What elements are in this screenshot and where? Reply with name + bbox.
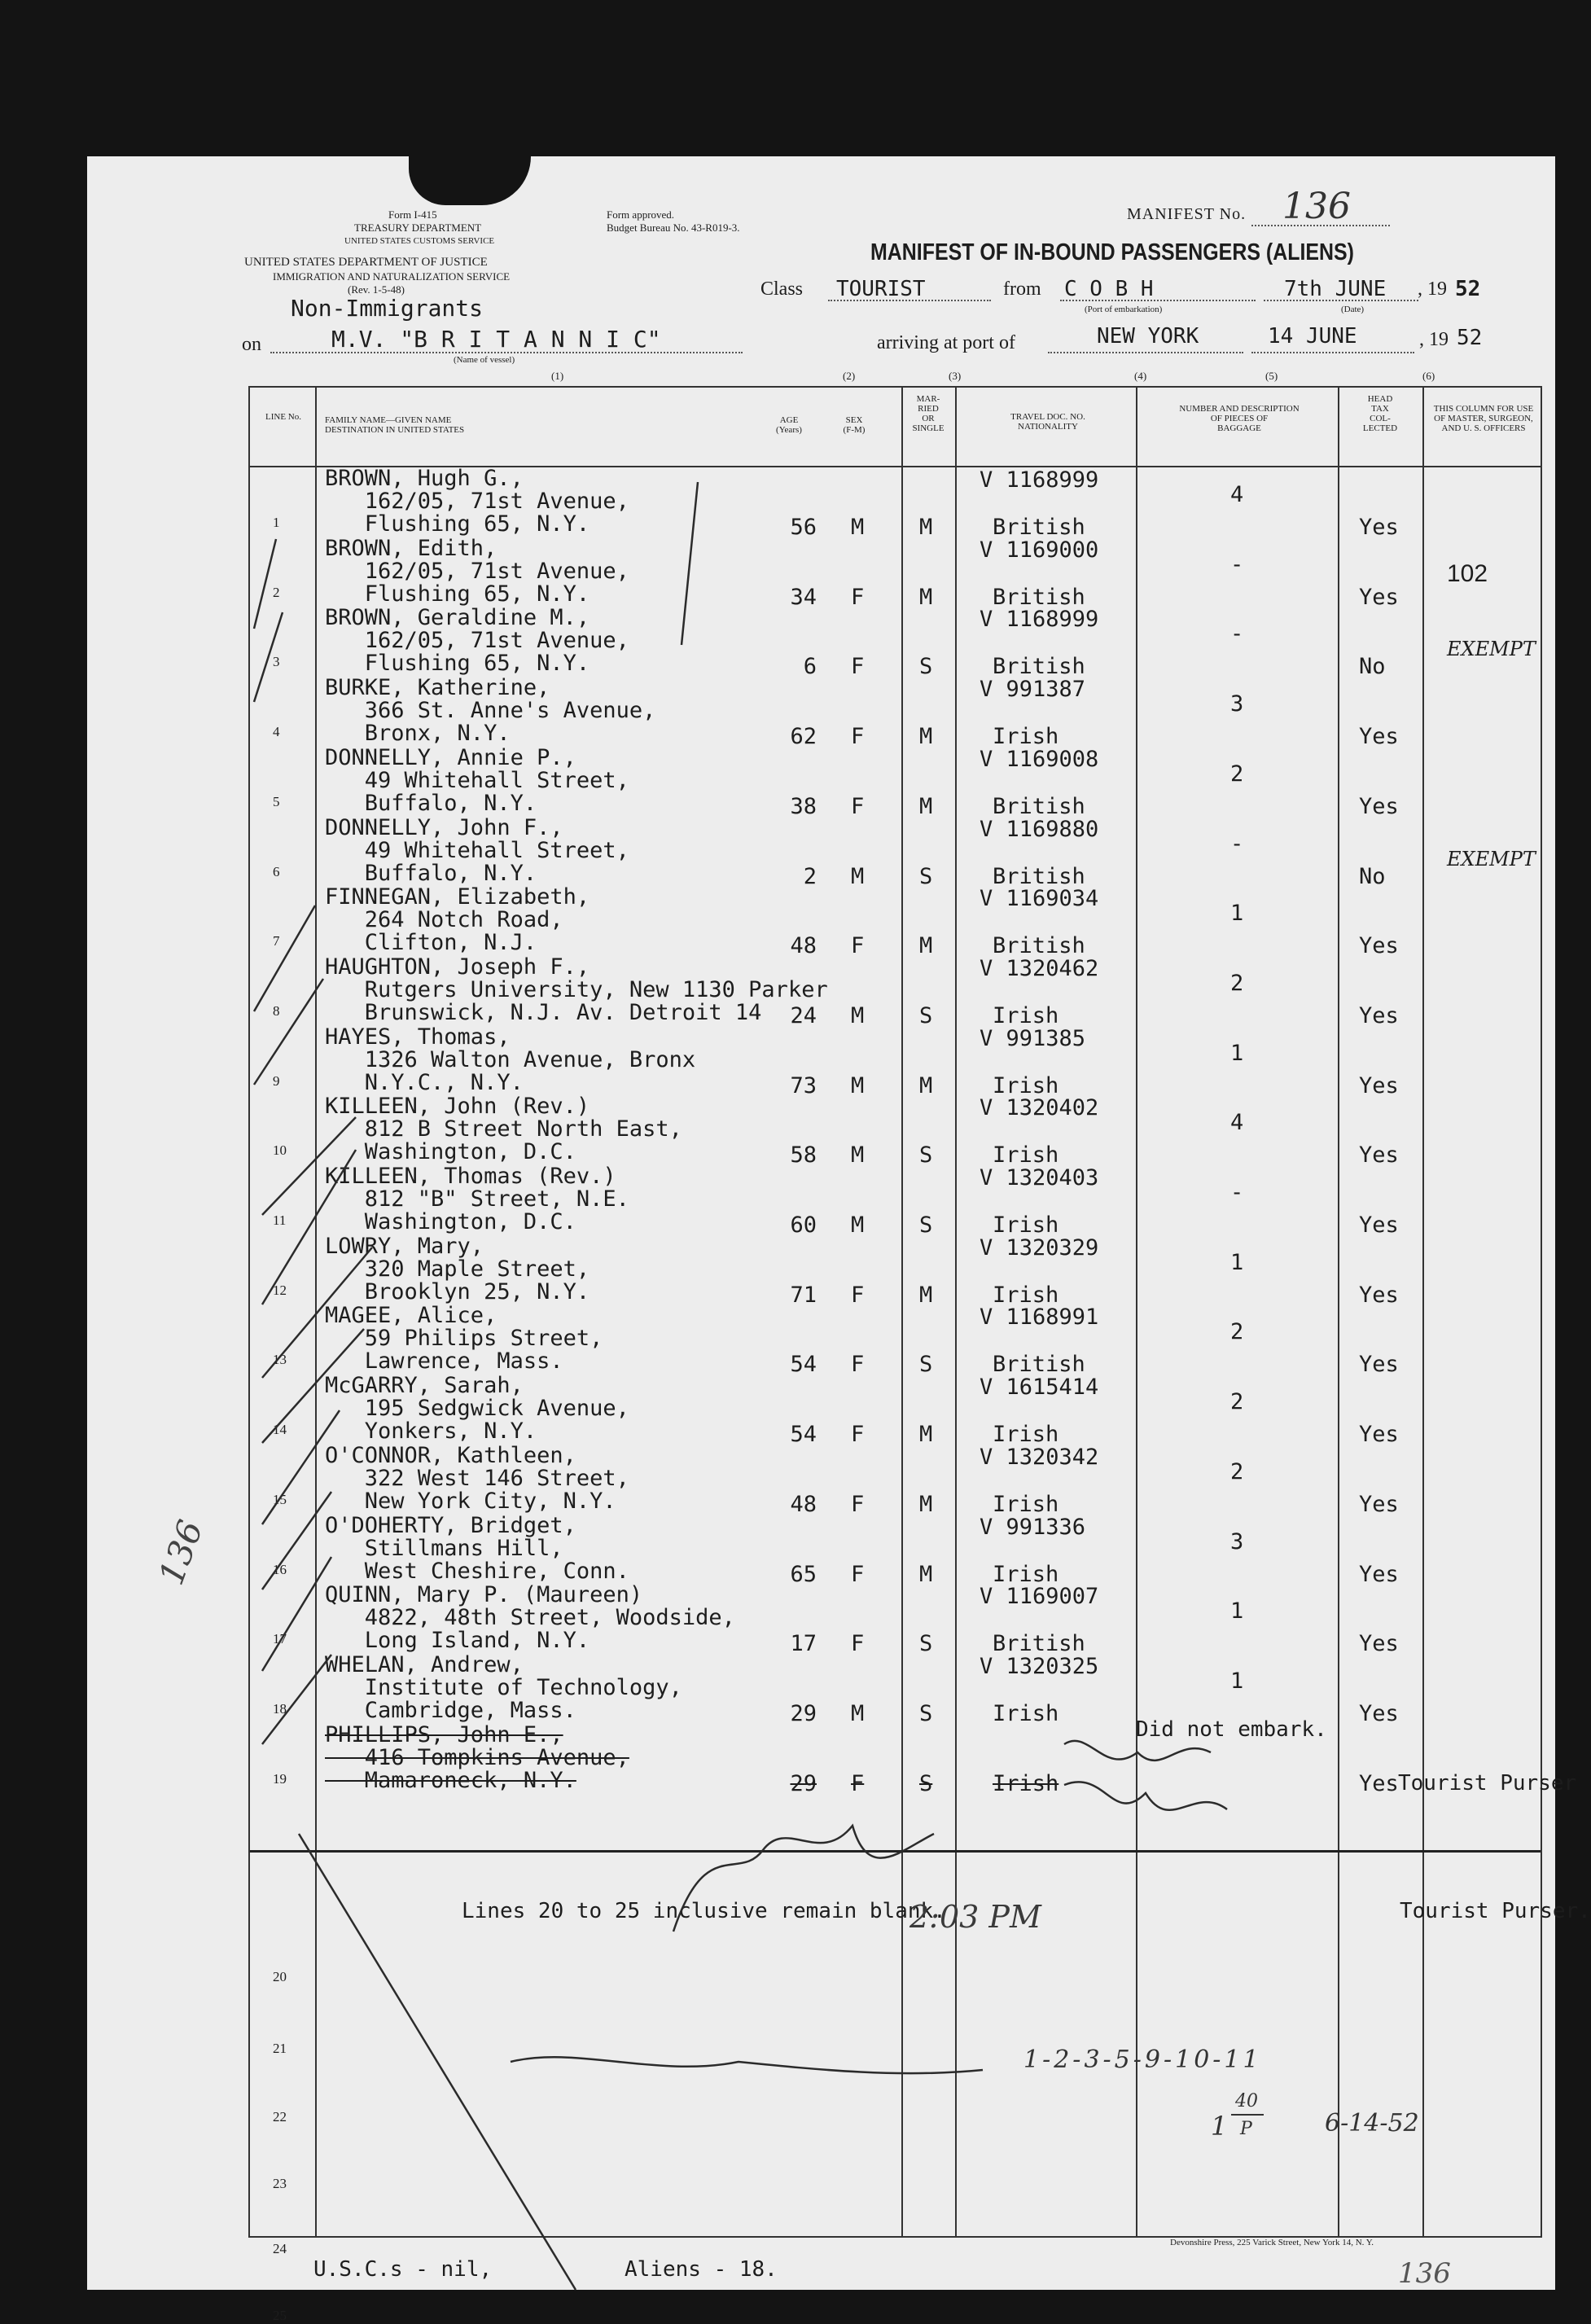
line-number: 3: [273, 654, 280, 670]
sex: M: [851, 1142, 865, 1169]
travel-doc-no: V 1320402: [980, 1095, 1099, 1121]
table-row: [250, 1442, 1541, 1517]
purser-signature-label-2: Tourist Purser.: [1400, 1899, 1591, 1923]
travel-doc-no: V 1169007: [980, 1584, 1099, 1610]
passenger-name-address: LOWRY, Mary, 320 Maple Street, Brooklyn 25, N.Y.: [325, 1233, 590, 1305]
marital-status: S: [919, 1212, 933, 1238]
class-label: Class: [760, 278, 804, 300]
passenger-name-address: KILLEEN, John (Rev.) 812 B Street North East, Washington, D.C.: [325, 1094, 682, 1165]
line-number: 6: [273, 863, 280, 879]
col-num-1: (1): [551, 370, 564, 382]
table-row: [250, 954, 1541, 1028]
col-num-4: (4): [1134, 370, 1147, 382]
handwritten-fraction-whole: 1: [1211, 2111, 1228, 2142]
officer-notes: Tourist Purser: [1398, 1770, 1577, 1796]
head-tax: Yes: [1359, 1002, 1399, 1028]
travel-doc-no: V 991336: [980, 1514, 1086, 1540]
baggage-count: 1: [1230, 1598, 1244, 1625]
on-label: on: [242, 334, 261, 355]
date-underline: [1264, 300, 1418, 301]
passenger-name-address: FINNEGAN, Elizabeth, 264 Notch Road, Clifton, N.J.: [325, 884, 590, 956]
passenger-name-address: BROWN, Hugh G., 162/05, 71st Avenue, Flushing 65, N.Y.: [325, 466, 629, 537]
table-row: [250, 1024, 1541, 1098]
line-number: 14: [273, 1422, 287, 1438]
table-row: [250, 675, 1541, 750]
sex: F: [851, 724, 865, 750]
age: 65: [790, 1561, 817, 1587]
baggage-count: Did not embark.: [1136, 1717, 1327, 1742]
table-row: [250, 1094, 1541, 1169]
col-num-6: (6): [1422, 370, 1435, 382]
sex: M: [851, 1002, 865, 1028]
from-label: from: [1003, 278, 1041, 300]
arriving-label: arriving at port of: [877, 332, 1015, 353]
travel-doc-no: V 991385: [980, 1025, 1086, 1051]
handwritten-date: 6-14-52: [1325, 2109, 1419, 2138]
col-num-2: (2): [843, 370, 856, 382]
head-tax: Yes: [1359, 1142, 1399, 1169]
age: 29: [790, 1770, 817, 1796]
travel-doc-no: V 1169034: [980, 886, 1099, 912]
nationality: Irish: [993, 1072, 1059, 1098]
passenger-name-address: McGARRY, Sarah, 195 Sedgwick Avenue, Yonkers, N.Y.: [325, 1373, 629, 1445]
marital-status: S: [919, 1631, 933, 1657]
head-tax: Yes: [1359, 1700, 1399, 1726]
sex: F: [851, 1770, 865, 1796]
table-row: [250, 1582, 1541, 1657]
handwritten-fraction-bottom: P: [1240, 2119, 1252, 2139]
travel-doc-no: V 1168991: [980, 1305, 1099, 1331]
marital-status: M: [919, 933, 933, 959]
line-number: 13: [273, 1352, 287, 1368]
nationality: Irish: [993, 1002, 1059, 1028]
head-tax: Yes: [1359, 1282, 1399, 1308]
marital-status: M: [919, 724, 933, 750]
table-row: [250, 535, 1541, 610]
table-row: [250, 1303, 1541, 1378]
passenger-name-address: KILLEEN, Thomas (Rev.) 812 "B" Street, N.E. Washington, D.C.: [325, 1164, 629, 1234]
travel-doc-no: V 991387: [980, 677, 1086, 703]
marital-status: M: [919, 1491, 933, 1517]
line-number: 9: [273, 1072, 280, 1089]
marital-status: S: [919, 1700, 933, 1726]
table-row: [250, 744, 1541, 819]
year2-prefix: , 19: [1419, 329, 1449, 350]
line-number: 8: [273, 1002, 280, 1019]
sex: F: [851, 793, 865, 819]
vessel-caption: (Name of vessel): [454, 355, 515, 365]
date-caption: (Date): [1341, 305, 1365, 314]
head-tax: Yes: [1359, 724, 1399, 750]
line-number: 5: [273, 793, 280, 809]
age: 60: [790, 1212, 817, 1238]
vessel-underline: [270, 352, 743, 353]
footer-uscs: U.S.C.s - nil,: [313, 2257, 493, 2282]
passenger-name-address: DONNELLY, Annie P., 49 Whitehall Street, Buffalo, N.Y.: [325, 744, 629, 816]
col-officers-header: THIS COLUMN FOR USE OF MASTER, SURGEON, AND U. S. OFFICERS: [1433, 404, 1534, 433]
age: 48: [790, 1491, 817, 1517]
passenger-name-address: MAGEE, Alice, 59 Philips Street, Lawrence, Mass.: [325, 1303, 603, 1375]
handwritten-time: 2:03 PM: [909, 1899, 1041, 1935]
officer-notes: EXEMPT: [1447, 638, 1536, 661]
line-number: 15: [273, 1491, 287, 1507]
marital-status: M: [919, 584, 933, 610]
age: 62: [790, 724, 817, 750]
nationality: Irish: [993, 1422, 1059, 1448]
table-row: [250, 605, 1541, 680]
age: 34: [790, 584, 817, 610]
sex: F: [851, 654, 865, 680]
head-tax: Yes: [1359, 1422, 1399, 1448]
age: 54: [790, 1352, 817, 1378]
marital-status: S: [919, 1142, 933, 1169]
line-number: 20: [273, 1969, 287, 1984]
col-sex-header: SEX (F-M): [843, 415, 866, 435]
table-row: [250, 466, 1541, 540]
travel-doc-no: V 1615414: [980, 1375, 1099, 1401]
passenger-name-address: O'CONNOR, Kathleen, 322 West 146 Street, New York City, N.Y.: [325, 1442, 629, 1514]
line-number: 25: [273, 2308, 287, 2323]
table-row: [250, 1164, 1541, 1238]
line-number: 17: [273, 1631, 287, 1647]
head-tax: Yes: [1359, 1631, 1399, 1657]
marital-status: S: [919, 863, 933, 889]
col-num-5: (5): [1265, 370, 1278, 382]
marital-status: S: [919, 1770, 933, 1796]
printer-credit: Devonshire Press, 225 Varick Street, New York 14, N. Y.: [1170, 2238, 1374, 2247]
arriving-date-underline: [1251, 352, 1414, 353]
col-age-header: AGE (Years): [776, 415, 802, 435]
baggage-count: 2: [1230, 761, 1244, 787]
class-underline: [828, 300, 991, 301]
sex: F: [851, 1561, 865, 1587]
sex: M: [851, 1212, 865, 1238]
nationality: Irish: [993, 1142, 1059, 1169]
baggage-count: 3: [1230, 1528, 1244, 1554]
sex: F: [851, 1491, 865, 1517]
from-underline: [1060, 300, 1256, 301]
age: 29: [790, 1700, 817, 1726]
head-tax: Yes: [1359, 1352, 1399, 1378]
treasury-label: TREASURY DEPARTMENT: [354, 221, 482, 234]
table-header-row: [250, 388, 1541, 467]
sex: F: [851, 933, 865, 959]
age: 17: [790, 1631, 817, 1657]
baggage-count: -: [1230, 831, 1244, 857]
age: 2: [803, 863, 817, 889]
footer-aliens: Aliens - 18.: [625, 2257, 778, 2282]
marital-status: M: [919, 1561, 933, 1587]
sex: M: [851, 1072, 865, 1098]
col-name-header: FAMILY NAME—GIVEN NAME DESTINATION IN UNITED STATES: [325, 415, 465, 435]
age: 58: [790, 1142, 817, 1169]
travel-doc-no: V 1320462: [980, 955, 1099, 981]
head-tax: Yes: [1359, 1072, 1399, 1098]
head-tax: No: [1359, 863, 1386, 889]
table-row: [250, 1512, 1541, 1587]
nationality: Irish: [993, 1491, 1059, 1517]
travel-doc-no: V 1320403: [980, 1165, 1099, 1191]
line-number: 18: [273, 1700, 287, 1717]
budget-bureau: Budget Bureau No. 43-R019-3.: [607, 221, 740, 234]
passenger-name-address: WHELAN, Andrew, Institute of Technology, Cambridge, Mass.: [325, 1651, 682, 1723]
torn-notch: [409, 156, 531, 205]
manifest-no-value: 136: [1282, 186, 1351, 227]
passenger-name-address: HAYES, Thomas, 1326 Walton Avenue, Bronx N.Y.C., N.Y.: [325, 1024, 696, 1095]
age: 38: [790, 793, 817, 819]
head-tax: Yes: [1359, 793, 1399, 819]
line-number: 10: [273, 1142, 287, 1159]
travel-doc-no: V 1320329: [980, 1234, 1099, 1261]
sex: F: [851, 1352, 865, 1378]
manifest-no-label: MANIFEST No.: [1127, 205, 1247, 223]
nationality: British: [993, 515, 1085, 540]
baggage-count: -: [1230, 1180, 1244, 1205]
manifest-page: [87, 156, 1591, 2323]
nationality: British: [993, 1352, 1085, 1378]
marital-status: M: [919, 1072, 933, 1098]
year2: 52: [1457, 326, 1483, 350]
nationality: Irish: [993, 1212, 1059, 1238]
sex: M: [851, 863, 865, 889]
handwritten-lines-list: 1-2-3-5-9-10-11: [1023, 2046, 1262, 2074]
line-number: 23: [273, 2176, 287, 2191]
nationality: Irish: [993, 724, 1059, 750]
line-number: 7: [273, 933, 280, 949]
nationality: Irish: [993, 1561, 1059, 1587]
table-row: [250, 884, 1541, 959]
head-tax: Yes: [1359, 1491, 1399, 1517]
baggage-count: 4: [1230, 482, 1244, 507]
nationality: Irish: [993, 1282, 1059, 1308]
marital-status: S: [919, 1002, 933, 1028]
handwritten-side-number: 136: [151, 1515, 211, 1590]
nationality: Irish: [993, 1770, 1059, 1796]
age: 56: [790, 515, 817, 540]
baggage-count: 3: [1230, 691, 1244, 717]
head-tax: Yes: [1359, 515, 1399, 540]
baggage-count: 1: [1230, 1040, 1244, 1066]
travel-doc-no: V 1169000: [980, 537, 1099, 563]
line-number: 21: [273, 2041, 287, 2056]
year1: 52: [1455, 277, 1481, 301]
travel-doc-no: V 1320342: [980, 1444, 1099, 1470]
line-number: 1: [273, 515, 280, 530]
handwritten-fraction-top: 40: [1235, 2091, 1258, 2111]
vessel-name: M.V. "B R I T A N N I C": [331, 326, 661, 353]
head-tax: Yes: [1359, 933, 1399, 959]
line-number: 24: [273, 2241, 287, 2256]
col-tax-header: HEAD TAX COL- LECTED: [1362, 394, 1398, 433]
nationality: British: [993, 793, 1085, 819]
nationality: British: [993, 654, 1085, 680]
sex: M: [851, 515, 865, 540]
table-row: [250, 1373, 1541, 1448]
rev-label: (Rev. 1-5-48): [348, 283, 405, 296]
line-number: 12: [273, 1282, 287, 1298]
non-immigrants-label: Non-Immigrants: [291, 295, 484, 322]
travel-doc-no: V 1168999: [980, 467, 1099, 493]
corner-number: 136: [1398, 2257, 1451, 2290]
sex: F: [851, 1282, 865, 1308]
baggage-count: 2: [1230, 1389, 1244, 1415]
passenger-name-address: DONNELLY, John F., 49 Whitehall Street, Buffalo, N.Y.: [325, 814, 629, 886]
head-tax: Yes: [1359, 1561, 1399, 1587]
head-tax: No: [1359, 654, 1386, 680]
col-line-header: LINE No.: [265, 412, 301, 422]
justice-label: UNITED STATES DEPARTMENT OF JUSTICE: [244, 256, 488, 269]
col-married-header: MAR- RIED OR SINGLE: [912, 394, 945, 433]
customs-label: UNITED STATES CUSTOMS SERVICE: [344, 236, 495, 246]
age: 6: [803, 654, 817, 680]
travel-doc-no: V 1168999: [980, 607, 1099, 633]
line-number: 22: [273, 2109, 287, 2124]
passenger-name-address: O'DOHERTY, Bridget, Stillmans Hill, West Cheshire, Conn.: [325, 1512, 629, 1584]
ins-label: IMMIGRATION AND NATURALIZATION SERVICE: [273, 270, 511, 283]
blank-note: Lines 20 to 25 inclusive remain blank.: [462, 1899, 946, 1923]
baggage-count: -: [1230, 551, 1244, 577]
table-row: [250, 1233, 1541, 1308]
arriving-port: NEW YORK: [1097, 324, 1199, 349]
baggage-count: 1: [1230, 1249, 1244, 1275]
marital-status: M: [919, 515, 933, 540]
marital-status: S: [919, 1352, 933, 1378]
marital-status: S: [919, 654, 933, 680]
baggage-count: 1: [1230, 901, 1244, 927]
nationality: British: [993, 933, 1085, 959]
class-value: TOURIST: [836, 277, 926, 301]
sex: F: [851, 1422, 865, 1448]
table-row: [250, 1717, 1577, 1796]
line-number: 2: [273, 584, 280, 600]
sex: F: [851, 1631, 865, 1657]
sex: F: [851, 584, 865, 610]
head-tax: Yes: [1359, 1212, 1399, 1238]
baggage-count: 2: [1230, 970, 1244, 996]
nationality: British: [993, 1631, 1085, 1657]
baggage-count: 4: [1230, 1110, 1244, 1136]
age: 24: [790, 1002, 817, 1028]
head-tax: Yes: [1359, 1770, 1399, 1796]
passenger-name-address: BROWN, Edith, 162/05, 71st Avenue, Flushing 65, N.Y.: [325, 535, 629, 607]
travel-doc-no: V 1320325: [980, 1653, 1099, 1679]
marital-status: M: [919, 1422, 933, 1448]
age: 54: [790, 1422, 817, 1448]
col-baggage-header: NUMBER AND DESCRIPTION OF PIECES OF BAGGAGE: [1179, 404, 1300, 433]
officer-notes: 102: [1447, 559, 1488, 587]
line-number: 4: [273, 724, 280, 740]
baggage-count: 2: [1230, 1458, 1244, 1484]
passenger-name-address: QUINN, Mary P. (Maureen) 4822, 48th Street, Woodside, Long Island, N.Y.: [325, 1582, 735, 1654]
line-number: 19: [273, 1770, 287, 1787]
line-number: 16: [273, 1561, 287, 1577]
sex: M: [851, 1700, 865, 1726]
page-title: MANIFEST OF IN-BOUND PASSENGERS (ALIENS): [870, 239, 1354, 265]
travel-doc-no: V 1169880: [980, 816, 1099, 842]
baggage-count: 1: [1230, 1668, 1244, 1694]
passenger-name-address: BROWN, Geraldine M., 162/05, 71st Avenue, Flushing 65, N.Y.: [325, 605, 629, 677]
col-travel-header: TRAVEL DOC. NO. NATIONALITY: [1010, 412, 1085, 432]
col-num-3: (3): [949, 370, 962, 382]
marital-status: M: [919, 793, 933, 819]
port-embarkation: C O B H: [1064, 277, 1154, 301]
table-row: [250, 814, 1541, 889]
baggage-count: -: [1230, 621, 1244, 647]
age: 73: [790, 1072, 817, 1098]
passenger-name-address: BURKE, Katherine, 366 St. Anne's Avenue, Bronx, N.Y.: [325, 675, 656, 747]
fraction-bar: [1231, 2114, 1264, 2116]
nationality: British: [993, 584, 1085, 610]
arriving-port-underline: [1048, 352, 1243, 353]
officer-notes: EXEMPT: [1447, 847, 1536, 870]
form-approved: Form approved.: [607, 208, 675, 221]
passenger-name-address: PHILLIPS, John E., 416 Tompkins Avenue, Mamaroneck, N.Y.: [325, 1721, 629, 1793]
age: 48: [790, 933, 817, 959]
line-19-rule: [250, 1850, 1541, 1853]
form-number: Form I-415: [388, 208, 437, 221]
head-tax: Yes: [1359, 584, 1399, 610]
nationality: Irish: [993, 1700, 1059, 1726]
baggage-count: 2: [1230, 1319, 1244, 1345]
port-caption: (Port of embarkation): [1085, 305, 1163, 314]
year1-prefix: , 19: [1418, 278, 1447, 300]
nationality: British: [993, 863, 1085, 889]
marital-status: M: [919, 1282, 933, 1308]
passenger-name-address: HAUGHTON, Joseph F., Rutgers University, New 1130 Parker Brunswick, N.J. Av. Detroit 14: [325, 954, 828, 1025]
arriving-date: 14 JUNE: [1268, 324, 1357, 349]
embark-date: 7th JUNE: [1284, 277, 1387, 301]
table-row: [250, 1651, 1541, 1726]
travel-doc-no: V 1169008: [980, 746, 1099, 772]
line-number: 11: [273, 1212, 287, 1228]
age: 71: [790, 1282, 817, 1308]
